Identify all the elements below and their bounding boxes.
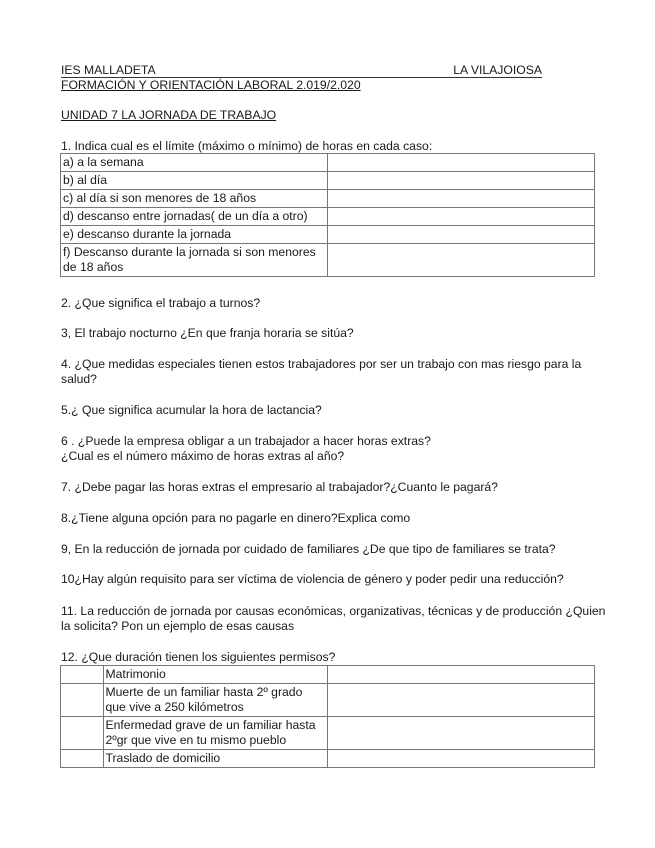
index-cell bbox=[61, 666, 104, 684]
index-cell bbox=[61, 750, 104, 768]
index-cell bbox=[61, 684, 104, 717]
answer-cell[interactable] bbox=[327, 172, 594, 190]
answer-cell[interactable] bbox=[327, 226, 594, 244]
answer-cell[interactable] bbox=[327, 208, 594, 226]
question-7: 7. ¿Debe pagar las horas extras el empresario al trabajador?¿Cuanto le pagará? bbox=[61, 480, 498, 494]
table-row bbox=[61, 244, 595, 277]
course-title: FORMACIÓN Y ORIENTACIÓN LABORAL 2.019/2.020 bbox=[61, 78, 361, 92]
row-label: c) al día si son menores de 18 años bbox=[61, 190, 328, 208]
row-label: Traslado de domicilio bbox=[103, 750, 328, 768]
leave-duration-table bbox=[60, 665, 595, 768]
question-2: 2. ¿Que significa el trabajo a turnos? bbox=[61, 296, 261, 310]
row-label: Matrimonio bbox=[103, 666, 328, 684]
row-label: Enfermedad grave de un familiar hasta 2ºgr que vive en tu mismo pueblo bbox=[103, 717, 328, 750]
table-row bbox=[61, 172, 595, 190]
table-row bbox=[61, 684, 595, 717]
row-label: f) Descanso durante la jornada si son menores de 18 años bbox=[61, 244, 328, 277]
answer-cell[interactable] bbox=[328, 684, 595, 717]
header-line bbox=[61, 63, 542, 78]
question-10: 10¿Hay algún requisito para ser víctima de violencia de género y poder pedir una reducción? bbox=[61, 572, 564, 586]
row-label: a) a la semana bbox=[61, 154, 328, 172]
table-row bbox=[61, 226, 595, 244]
hours-limit-table bbox=[60, 153, 595, 277]
school-name: IES MALLADETA bbox=[61, 63, 156, 77]
row-label: e) descanso durante la jornada bbox=[61, 226, 328, 244]
question-12: 12. ¿Que duración tienen los siguientes permisos? bbox=[61, 650, 336, 664]
question-1: 1. Indica cual es el límite (máximo o mínimo) de horas en cada caso: bbox=[61, 139, 433, 153]
answer-cell[interactable] bbox=[328, 750, 595, 768]
table-row bbox=[61, 208, 595, 226]
question-5: 5.¿ Que significa acumular la hora de lactancia? bbox=[61, 403, 322, 417]
row-label: b) al día bbox=[61, 172, 328, 190]
answer-cell[interactable] bbox=[327, 190, 594, 208]
table-row bbox=[61, 666, 595, 684]
table-row bbox=[61, 750, 595, 768]
answer-cell[interactable] bbox=[328, 666, 595, 684]
question-4: 4. ¿Que medidas especiales tienen estos trabajadores por ser un trabajo con mas riesgo para la salud? bbox=[61, 357, 582, 386]
table-row bbox=[61, 717, 595, 750]
town-name: LA VILAJOIOSA bbox=[453, 63, 542, 77]
index-cell bbox=[61, 717, 104, 750]
question-3: 3, El trabajo nocturno ¿En que franja horaria se sitúa? bbox=[61, 326, 354, 340]
question-6: 6 . ¿Puede la empresa obligar a un trabajador a hacer horas extras? ¿Cual es el número máximo de horas extras al año? bbox=[61, 434, 431, 463]
table-row bbox=[61, 190, 595, 208]
answer-cell[interactable] bbox=[327, 244, 594, 277]
table-row bbox=[61, 154, 595, 172]
row-label: d) descanso entre jornadas( de un día a otro) bbox=[61, 208, 328, 226]
question-9: 9, En la reducción de jornada por cuidado de familiares ¿De que tipo de familiares se trata? bbox=[61, 542, 556, 556]
answer-cell[interactable] bbox=[328, 717, 595, 750]
answer-cell[interactable] bbox=[327, 154, 594, 172]
question-8: 8.¿Tiene alguna opción para no pagarle en dinero?Explica como bbox=[61, 511, 411, 525]
row-label: Muerte de un familiar hasta 2º grado que vive a 250 kilómetros bbox=[103, 684, 328, 717]
question-11: 11. La reducción de jornada por causas económicas, organizativas, técnicas y de producción ¿Quien la solicita? Pon un ejemplo de esas causas bbox=[61, 604, 606, 633]
unit-title: UNIDAD 7 LA JORNADA DE TRABAJO bbox=[61, 108, 277, 122]
